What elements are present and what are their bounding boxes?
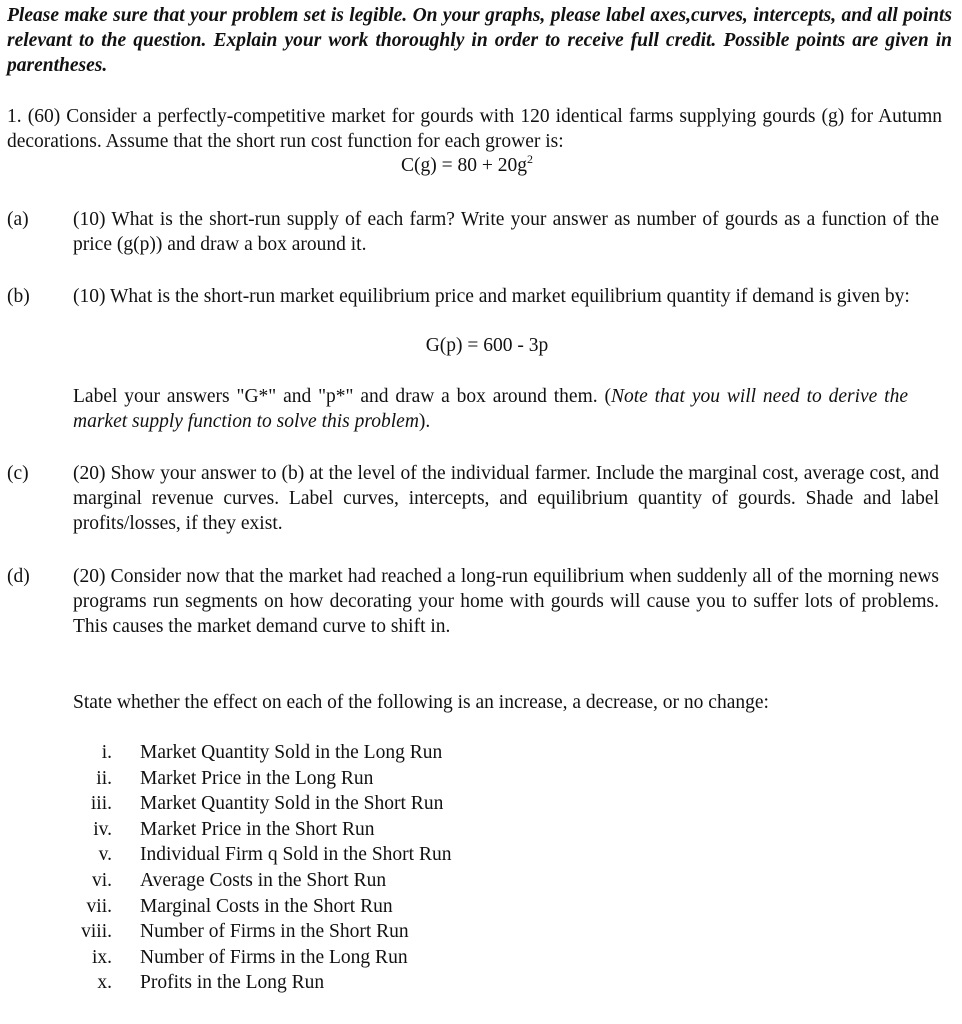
list-item-text: Market Quantity Sold in the Long Run xyxy=(140,742,443,763)
list-item-number: v. xyxy=(98,844,112,866)
list-item-text: Market Quantity Sold in the Short Run xyxy=(140,793,444,815)
part-c-text: (20) Show your answer to (b) at the level of the individual farmer. Include the marginal cost, average cost, and marginal revenue curves. Label curves, intercepts, and equilibrium quantity of gourds. Shade and label profits/losses, if they exist. xyxy=(73,463,939,534)
list-item xyxy=(60,919,580,945)
part-a-text: (10) What is the short-run supply of each farm? Write your answer as number of gourds as a function of the price (g(p)) and draw a box around it. xyxy=(73,209,939,255)
list-item-text: Market Price in the Long Run xyxy=(140,767,374,789)
part-b-followup-note: Note that you will need to derive the market supply function to solve this problem xyxy=(73,386,908,432)
list-item xyxy=(60,945,580,971)
effects-list xyxy=(60,740,580,996)
list-item xyxy=(60,766,580,792)
list-item-number: vii. xyxy=(86,895,112,917)
demand-function: G(p) = 600 - 3p xyxy=(425,335,549,356)
part-d-label: (d) xyxy=(7,566,30,587)
list-item-text: Number of Firms in the Long Run xyxy=(140,946,408,968)
cost-function-main: C(g) = 80 + 20g xyxy=(401,155,527,176)
part-d-text: (20) Consider now that the market had reached a long-run equilibrium when suddenly all of the morning news programs run segments on how decorating your home with gourds will cause you to suffer lots of problems. This causes the market demand curve to shift in. xyxy=(73,566,939,637)
list-item-number: x. xyxy=(97,972,112,994)
list-item-text: Average Costs in the Short Run xyxy=(140,869,387,891)
list-item-number: ii. xyxy=(96,767,112,789)
list-item-text: Market Price in the Short Run xyxy=(140,818,375,840)
list-item-number: vi. xyxy=(91,869,112,891)
cost-function-exponent: 2 xyxy=(527,152,533,166)
list-item xyxy=(60,842,580,868)
question-1-intro: 1. (60) Consider a perfectly-competitive market for gourds with 120 identical farms supplying gourds (g) for Autumn decorations. Assume that the short run cost function for each grower is: xyxy=(7,106,942,152)
list-item-text: Individual Firm q Sold in the Short Run xyxy=(140,844,452,866)
list-item-number: iv. xyxy=(93,818,112,840)
list-item-number: i. xyxy=(101,742,112,763)
part-c-label: (c) xyxy=(7,463,29,484)
part-b-label: (b) xyxy=(7,286,30,307)
list-item-text: Marginal Costs in the Short Run xyxy=(140,895,393,917)
list-item xyxy=(60,740,580,766)
part-b-followup-end: ). xyxy=(418,411,431,432)
part-a-label: (a) xyxy=(7,209,29,230)
list-item-text: Profits in the Long Run xyxy=(140,972,325,994)
list-item xyxy=(60,868,580,894)
part-b-text: (10) What is the short-run market equilibrium price and market equilibrium quantity if demand is given by: xyxy=(73,286,910,307)
part-b-followup xyxy=(73,384,908,434)
list-item-number: ix. xyxy=(91,946,112,968)
part-b-followup-plain: Label your answers "G*" and "p*" and draw a box around them. ( xyxy=(73,386,611,407)
cost-function xyxy=(0,153,948,178)
instructions: Please make sure that your problem set is legible. On your graphs, please label axes,curves, intercepts, and all points relevant to the question. Explain your work thoroughly in order to receive full credit. Possible points are given in parentheses. xyxy=(7,5,952,76)
list-item-number: viii. xyxy=(81,921,112,943)
list-item xyxy=(60,970,580,996)
part-d-state-prompt: State whether the effect on each of the following is an increase, a decrease, or no change: xyxy=(73,692,769,713)
list-item-number: iii. xyxy=(90,793,112,815)
list-item-text: Number of Firms in the Short Run xyxy=(140,921,409,943)
list-item xyxy=(60,817,580,843)
list-item xyxy=(60,791,580,817)
list-item xyxy=(60,894,580,920)
